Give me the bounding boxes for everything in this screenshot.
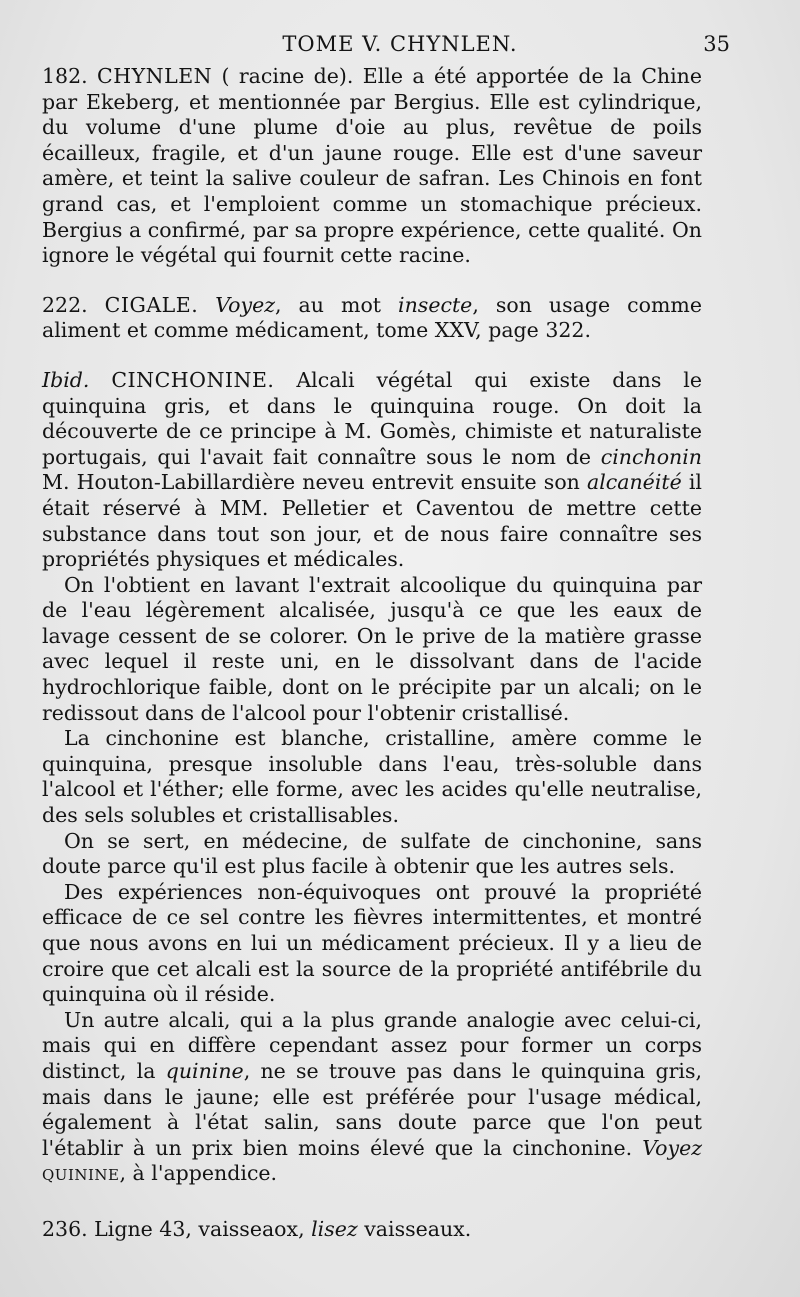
erratum-line [42,1217,702,1243]
entry-paragraph [42,368,702,573]
erratum-text: 236. Ligne 43, vaisseaox, [42,1216,312,1241]
ibid-label: Ibid. [42,367,90,392]
page-number: 35 [703,32,730,56]
running-title: TOME V. CHYNLEN. [282,32,518,56]
entry-paragraph [42,64,702,269]
paragraph-properties: La cinchonine est blanche, cristalline, amère comme le quinquina, presque insoluble dans l'eau, très-soluble dans l'alcool et l'éther; elle forme, avec les acides qu'elle neutralise, des sels solubles et cristallisables. [42,726,702,828]
entry-text: , ne se trouve pas dans le quinquina gris, mais dans le jaune; elle est préférée pour l'usage médical, également à l'état salin, sans doute parce que l'on peut l'établir à un prix bien moins élevé que la cinchonine. [42,1058,702,1160]
entry-chynlen [42,64,702,269]
entry-cigale [42,293,702,344]
entry-text: Alcali végétal qui existe dans le quinquina gris, et dans le quinquina rouge. On doit la découverte de ce principe à M. Gomès, chimiste et naturaliste portugais, qui l'avait fait connaître sous le nom de [42,367,702,469]
page-header [40,32,760,66]
entry-text: M. Houton-Labillardière neveu entrevit ensuite son [42,470,587,495]
cross-reference-quinine: QUININE [42,1166,120,1185]
entry-cinchonine [42,368,702,1189]
entry-text: , son usage comme aliment et comme médicament, tome XXV, page 322. [42,292,702,343]
entry-headword: CINCHONINE. [111,367,275,392]
entry-text: il était réservé à MM. Pelletier et Caventou de mettre cette substance dans tout son jour, et de nous faire connaître ses propriétés physiques et médicales. [42,470,702,572]
paragraph-quinine [42,1008,702,1189]
page-body [42,64,702,1267]
paragraph-medical-use: On se sert, en médecine, de sulfate de cinchonine, sans doute parce qu'il est plus facile à obtenir que les autres sels. [42,828,702,879]
erratum-lisez: lisez [311,1216,358,1241]
entry-headword: CHYNLEN [97,64,213,88]
erratum-text: vaisseaux. [357,1216,472,1241]
term-quinine: quinine [165,1058,244,1083]
entry-paragraph [42,293,702,344]
entry-number: 222. [42,292,88,317]
cross-reference-voyez: Voyez [642,1135,702,1160]
entry-text: , à l'appendice. [119,1161,278,1186]
entry-text: ( racine de). Elle a été apportée de la Chine par Ekeberg, et mentionnée par Bergius. Elle est cylindrique, du volume d'une plume d'oie au plus, revêtue de poils écailleux, fragile, et d'un jaune rouge. Elle est d'une saveur amère, et teint la salive couleur de safran. Les Chinois en font grand cas, et l'emploient comme un stomachique précieux. Bergius a confirmé, par sa propre expérience, cette qualité. On ignore le végétal qui fournit cette racine. [42,64,702,268]
term-cinchonin: cinchonin [600,444,702,469]
entry-headword: CIGALE. [104,292,199,317]
cross-reference-voyez: Voyez [215,292,276,317]
paragraph-preparation: On l'obtient en lavant l'extrait alcoolique du quinquina par de l'eau légèrement alcalisée, jusqu'à ce que les eaux de lavage cessent de se colorer. On le prive de la matière grasse avec lequel il reste uni, en le dissolvant dans de l'acide hydrochlorique faible, dont on le précipite par un alcali; on le redissout dans de l'alcool pour l'obtenir cristallisé. [42,572,702,725]
paragraph-experiments: Des expériences non-équivoques ont prouvé la propriété efficace de ce sel contre les fièvres intermittentes, et montré que nous avons en lui un médicament précieux. Il y a lieu de croire que cet alcali est la source de la propriété antifébrile du quinquina où il réside. [42,879,702,1007]
entry-number: 182. [42,64,88,88]
entry-text: Un autre alcali, qui a la plus grande analogie avec celui-ci, mais qui en diffère cependant assez pour former un corps distinct, la [42,1007,702,1083]
term-alcaneite: alcanéité [587,470,682,495]
entry-erratum [42,1217,702,1243]
entry-text: , au mot [275,292,399,317]
cross-reference-term: insecte [398,292,473,317]
